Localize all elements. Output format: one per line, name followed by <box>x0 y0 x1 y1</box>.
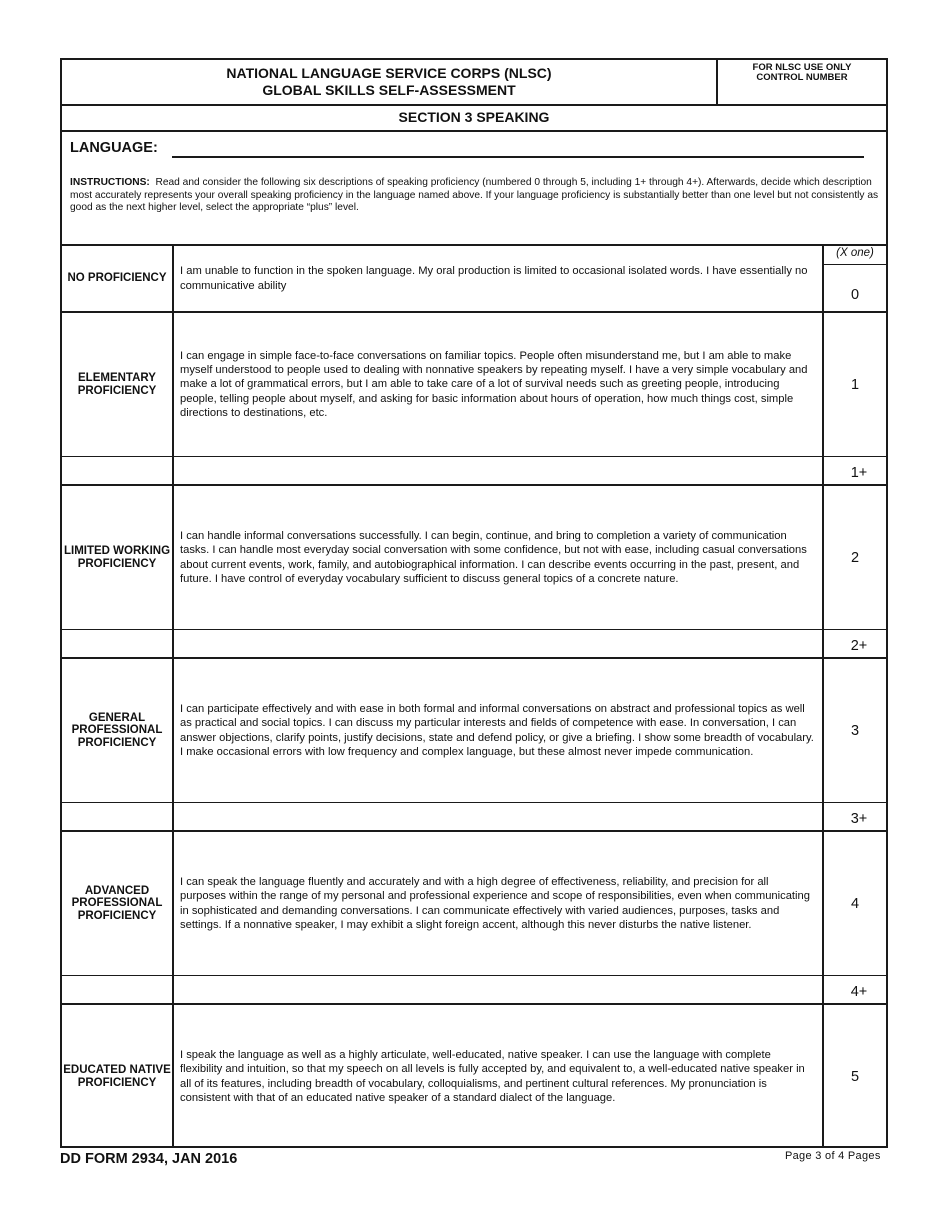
plus-level-row <box>62 629 886 657</box>
form-title-line-2: GLOBAL SKILLS SELF-ASSESSMENT <box>262 82 516 98</box>
proficiency-description: I am unable to function in the spoken language. My oral production is limited to occasional isolated words. I have essentially no communicative ability <box>172 246 824 311</box>
proficiency-description: I can handle informal conversations successfully. I can begin, continue, and bring to completion a variety of communication tasks. I can handle most everyday social conversation with some confidence, but not with ease, including casual conversations about current events, work, family, and autobiographical information. I can describe events occurring in the past, present, and future. I have control of everyday vocabulary sufficient to discuss general topics of a concrete nature. <box>172 486 824 629</box>
plus-level-checkbox[interactable]: 3+ <box>850 811 868 827</box>
control-number-label: CONTROL NUMBER <box>756 72 848 83</box>
proficiency-description: I speak the language as well as a highly articulate, well-educated, native speaker. I can use the language with complete flexibility and intuition, so that my speech on all levels is fully accepted by, and equivalent to, a well-educated native speaker in all of its features, including breadth of vocabulary, colloquialisms, and pertinent cultural references. My pronunciation is consistent with that of an educated native speaker of a standard dialect of the language. <box>172 1005 824 1148</box>
proficiency-description <box>172 976 824 1003</box>
plus-level-checkbox[interactable]: 4+ <box>850 984 868 1000</box>
plus-level-row <box>62 456 886 484</box>
proficiency-description <box>172 630 824 657</box>
proficiency-title <box>62 976 172 1003</box>
control-number-field[interactable] <box>716 60 886 104</box>
select-column-header: (X one) <box>824 244 886 265</box>
proficiency-row <box>62 484 886 629</box>
proficiency-title: LIMITED WORKING PROFICIENCY <box>63 545 171 570</box>
section-title: SECTION 3 SPEAKING <box>62 104 886 132</box>
proficiency-title: ADVANCED PROFESSIONAL PROFICIENCY <box>71 884 163 922</box>
proficiency-description: I can participate effectively and with ease in both formal and informal conversations on abstract and professional topics as well as practical and social topics. I can discuss my particular interests and fields of competence with ease. In conversation, I can answer objections, clarify points, justify decisions, state and defend policy, or give a briefing. I show some breadth of vocabulary. I make occasional errors with low frequency and complex language, but these almost never impede communication. <box>172 659 824 802</box>
proficiency-description: I can speak the language fluently and accurately and with a high degree of effectiveness, reliability, and precision for all purposes within the range of my personal and professional experience and scope of responsibilities, even when communicating in sophisticated and demanding conversations. I can communicate effectively with varied audiences, purposes, tasks and settings. If a nonnative speaker, I may exhibit a slight foreign accent, although this never disturbs the native listener. <box>172 832 824 975</box>
level-checkbox[interactable]: 1 <box>850 376 860 393</box>
plus-level-checkbox[interactable]: 2+ <box>850 638 868 654</box>
speaking-assessment-form <box>60 58 888 1148</box>
proficiency-description <box>172 457 824 484</box>
form-title-line-1: NATIONAL LANGUAGE SERVICE CORPS (NLSC) <box>226 65 552 81</box>
plus-level-row <box>62 802 886 830</box>
proficiency-title: ELEMENTARY PROFICIENCY <box>77 372 157 397</box>
proficiency-title <box>62 630 172 657</box>
proficiency-row <box>62 657 886 802</box>
plus-level-checkbox[interactable]: 1+ <box>850 465 868 481</box>
proficiency-row <box>62 830 886 975</box>
proficiency-title: EDUCATED NATIVE PROFICIENCY <box>63 1064 171 1089</box>
proficiency-title: NO PROFICIENCY <box>67 272 167 285</box>
plus-level-row <box>62 975 886 1003</box>
instructions-label: INSTRUCTIONS: <box>70 177 150 188</box>
level-checkbox[interactable]: 2 <box>850 549 860 566</box>
instructions <box>70 177 882 215</box>
use-only-label: FOR NLSC USE ONLY <box>752 62 852 73</box>
page-number: Page 3 of 4 Pages <box>785 1150 881 1162</box>
language-label: LANGUAGE: <box>70 140 158 156</box>
level-checkbox[interactable]: 3 <box>850 722 860 739</box>
level-checkbox[interactable]: 4 <box>850 895 860 912</box>
level-checkbox[interactable]: 0 <box>850 287 860 303</box>
form-id: DD FORM 2934, JAN 2016 <box>60 1151 238 1167</box>
form-header <box>62 60 886 106</box>
form-title <box>62 65 716 99</box>
proficiency-title <box>62 457 172 484</box>
language-input[interactable] <box>172 156 864 158</box>
proficiency-row <box>62 311 886 456</box>
proficiency-row <box>62 1003 886 1148</box>
level-checkbox[interactable]: 5 <box>850 1068 860 1085</box>
instructions-text: Read and consider the following six descriptions of speaking proficiency (numbered 0 through 5, including 1+ through 4+). Afterwards, decide which description most accurately represents your overall speaking proficiency in the language named above. If your language proficiency is substantially better than one level but not consistently as good as the next higher level, select the appropriate “plus” level. <box>70 177 879 213</box>
proficiency-title: GENERAL PROFESSIONAL PROFICIENCY <box>71 711 163 749</box>
proficiency-description <box>172 803 824 830</box>
proficiency-row <box>62 244 886 311</box>
proficiency-title <box>62 803 172 830</box>
proficiency-description: I can engage in simple face-to-face conversations on familiar topics. People often misunderstand me, but I am able to make myself understood to people used to dealing with nonnative speakers by repeating myself. I have a very simple vocabulary and make a lot of grammatical errors, but I am able to take care of a lot of survival needs such as greeting people, introducing people, telling people about myself, and asking for basic information about hours of operation, how much things cost, simple directions to destinations, etc. <box>172 313 824 456</box>
